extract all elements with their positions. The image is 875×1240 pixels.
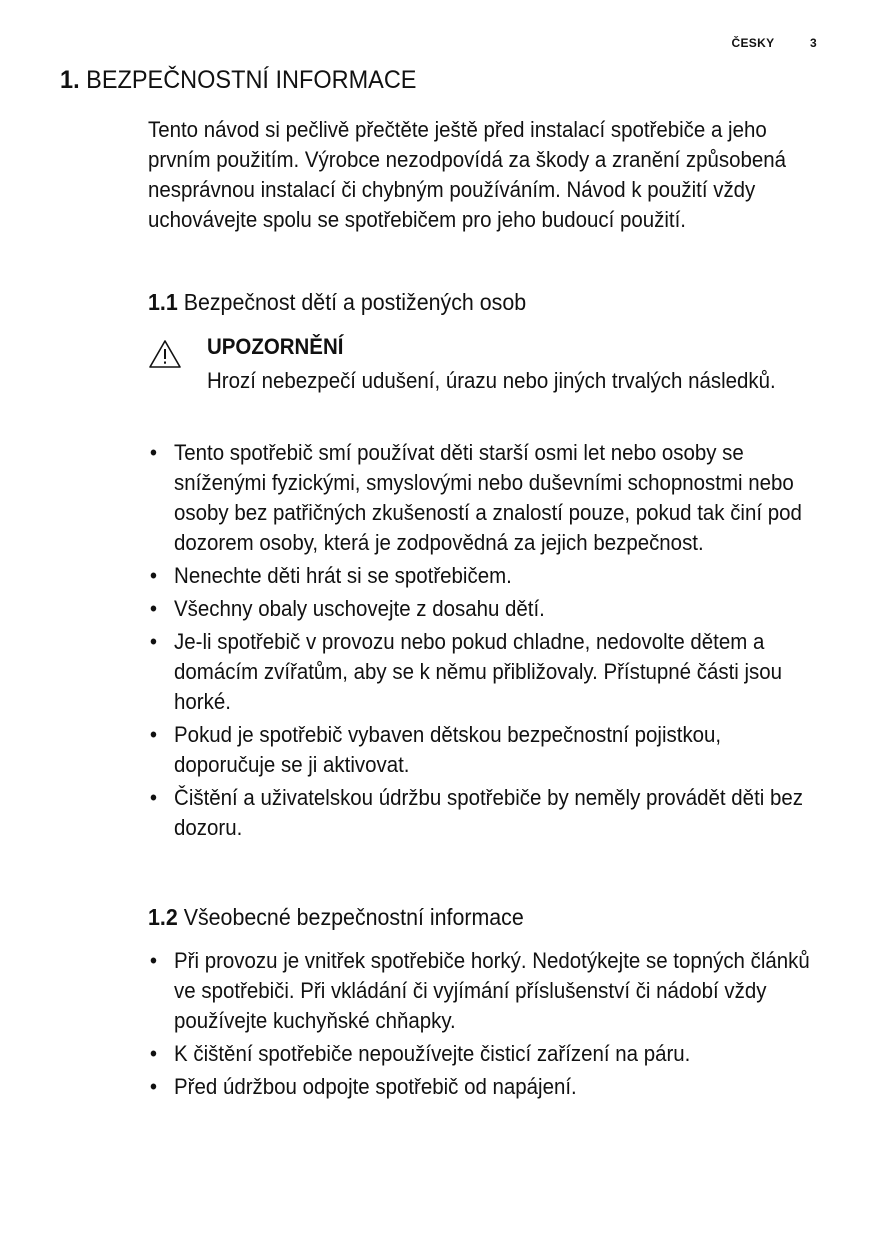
subsection-2-number: 1.2 bbox=[148, 904, 178, 930]
language-label: ČESKY bbox=[731, 36, 775, 50]
list-item: • Je-li spotřebič v provozu nebo pokud chladne, nedovolte dětem a domácím zvířatům, aby se k němu přibližovaly. Přístupné části jsou horké. bbox=[148, 627, 818, 717]
section-title: BEZPEČNOSTNÍ INFORMACE bbox=[86, 66, 417, 94]
list-item: • Tento spotřebič smí používat děti starší osmi let nebo osoby se sníženými fyzickými, smyslovými nebo duševními schopnostmi nebo osoby bez patřičných zkušeností a znalostí pouze, pokud tak činí pod dozorem osoby, která je zodpovědná za jejich bezpečnost. bbox=[148, 438, 818, 558]
list-item: • K čištění spotřebiče nepoužívejte čisticí zařízení na páru. bbox=[148, 1039, 818, 1069]
subsection-1-list bbox=[148, 438, 818, 846]
page-number: 3 bbox=[810, 36, 817, 50]
list-item: • Před údržbou odpojte spotřebič od napájení. bbox=[148, 1072, 818, 1102]
warning-text: Hrozí nebezpečí udušení, úrazu nebo jiných trvalých následků. bbox=[207, 368, 776, 393]
subsection-1-heading bbox=[148, 289, 818, 316]
list-item: • Pokud je spotřebič vybaven dětskou bezpečnostní pojistkou, doporučuje se ji aktivovat. bbox=[148, 720, 818, 780]
bullet-list-2 bbox=[148, 946, 818, 1102]
subsection-2-heading bbox=[148, 904, 818, 931]
warning-title: UPOZORNĚNÍ bbox=[207, 334, 344, 359]
list-item: • Při provozu je vnitřek spotřebiče horký. Nedotýkejte se topných článků ve spotřebiči. Při vkládání či vyjímání příslušenství či nádobí vždy používejte kuchyňské chňapky. bbox=[148, 946, 818, 1036]
warning-triangle-icon bbox=[148, 339, 182, 369]
list-item: • Všechny obaly uschovejte z dosahu dětí. bbox=[148, 594, 818, 624]
subsection-2-title: Všeobecné bezpečnostní informace bbox=[183, 904, 524, 930]
subsection-1-title: Bezpečnost dětí a postižených osob bbox=[183, 289, 527, 315]
subsection-2-list bbox=[148, 946, 818, 1105]
intro-block bbox=[148, 115, 818, 235]
section-heading bbox=[60, 66, 416, 95]
list-item: • Čištění a uživatelskou údržbu spotřebiče by neměly provádět děti bez dozoru. bbox=[148, 783, 818, 843]
intro-paragraph: Tento návod si pečlivě přečtěte ještě před instalací spotřebiče a jeho prvním použitím. Výrobce nezodpovídá za škody a zranění způsobená nesprávnou instalací či chybným používáním. Návod k použití vždy uchovávejte spolu se spotřebičem pro jeho budoucí použití. bbox=[148, 117, 787, 232]
section-number: 1. bbox=[60, 66, 80, 94]
subsection-1-number: 1.1 bbox=[148, 289, 178, 315]
list-item: • Nenechte děti hrát si se spotřebičem. bbox=[148, 561, 818, 591]
page-header bbox=[732, 36, 817, 50]
bullet-list-1 bbox=[148, 438, 818, 843]
